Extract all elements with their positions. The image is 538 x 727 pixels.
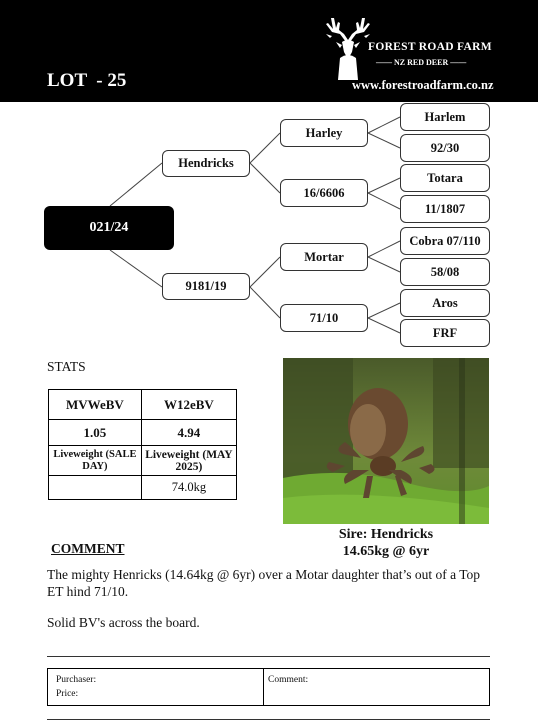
farm-url: www.forestroadfarm.co.nz: [352, 78, 494, 92]
farm-subtitle: —— NZ RED DEER ——: [376, 58, 467, 67]
comment-text: The mighty Henricks (14.64kg @ 6yr) over a Motar daughter that’s out of a Top ET hind 71/10.: [47, 567, 481, 599]
animal-id-box: 021/24: [44, 206, 174, 250]
sire-dam-box: 16/6606: [280, 179, 368, 207]
ggp-box: 58/08: [400, 258, 490, 286]
farm-name: FOREST ROAD FARM: [368, 41, 492, 53]
stats-header-row: [49, 390, 237, 420]
form-divider: [263, 669, 264, 705]
stats-title: STATS: [47, 359, 86, 374]
deer-photo-image: [283, 358, 489, 524]
stats-header-cell: W12eBV: [141, 390, 236, 420]
photo-caption-line: 14.65kg @ 6yr: [342, 544, 430, 559]
purchaser-label: Purchaser:: [56, 675, 97, 685]
stats-weight-label: Liveweight (MAY 2025): [141, 446, 236, 476]
stats-table: [48, 389, 237, 500]
photo-caption-line: Sire: Hendricks: [338, 527, 434, 542]
comment-title: COMMENT: [51, 541, 125, 556]
ggp-box: 11/1807: [400, 195, 490, 223]
ggp-box: Totara: [400, 164, 490, 192]
price-label: Price:: [56, 689, 79, 699]
divider-line: [47, 656, 490, 657]
stats-weight-value: [49, 476, 142, 500]
comment-text-secondary: Solid BV's across the board.: [47, 615, 200, 630]
ggp-box: 92/30: [400, 134, 490, 162]
purchase-form-box: [47, 668, 490, 706]
ggp-box: Aros: [400, 289, 490, 317]
lot-number: LOT - 25: [47, 70, 127, 91]
stats-weight-label: Liveweight (SALE DAY): [49, 446, 142, 476]
form-comment-label: Comment:: [268, 675, 309, 685]
ggp-box: FRF: [400, 319, 490, 347]
stats-weight-value: 74.0kg: [141, 476, 236, 500]
sire-photo: [283, 358, 489, 524]
sire-box: Hendricks: [162, 150, 250, 177]
stats-weight-value-row: [49, 476, 237, 500]
farm-subtitle-text: NZ RED DEER: [394, 58, 449, 67]
photo-caption: [283, 526, 489, 560]
sire-sire-box: Harley: [280, 119, 368, 147]
stats-value-row: [49, 420, 237, 446]
stats-weight-label-row: [49, 446, 237, 476]
stats-value-cell: 4.94: [141, 420, 236, 446]
ggp-box: Harlem: [400, 103, 490, 131]
stats-value-cell: 1.05: [49, 420, 142, 446]
dam-dam-box: 71/10: [280, 304, 368, 332]
ggp-box: Cobra 07/110: [400, 227, 490, 255]
divider-line: [47, 719, 490, 720]
dam-box: 9181/19: [162, 273, 250, 300]
stats-header-cell: MVWeBV: [49, 390, 142, 420]
dam-sire-box: Mortar: [280, 243, 368, 271]
